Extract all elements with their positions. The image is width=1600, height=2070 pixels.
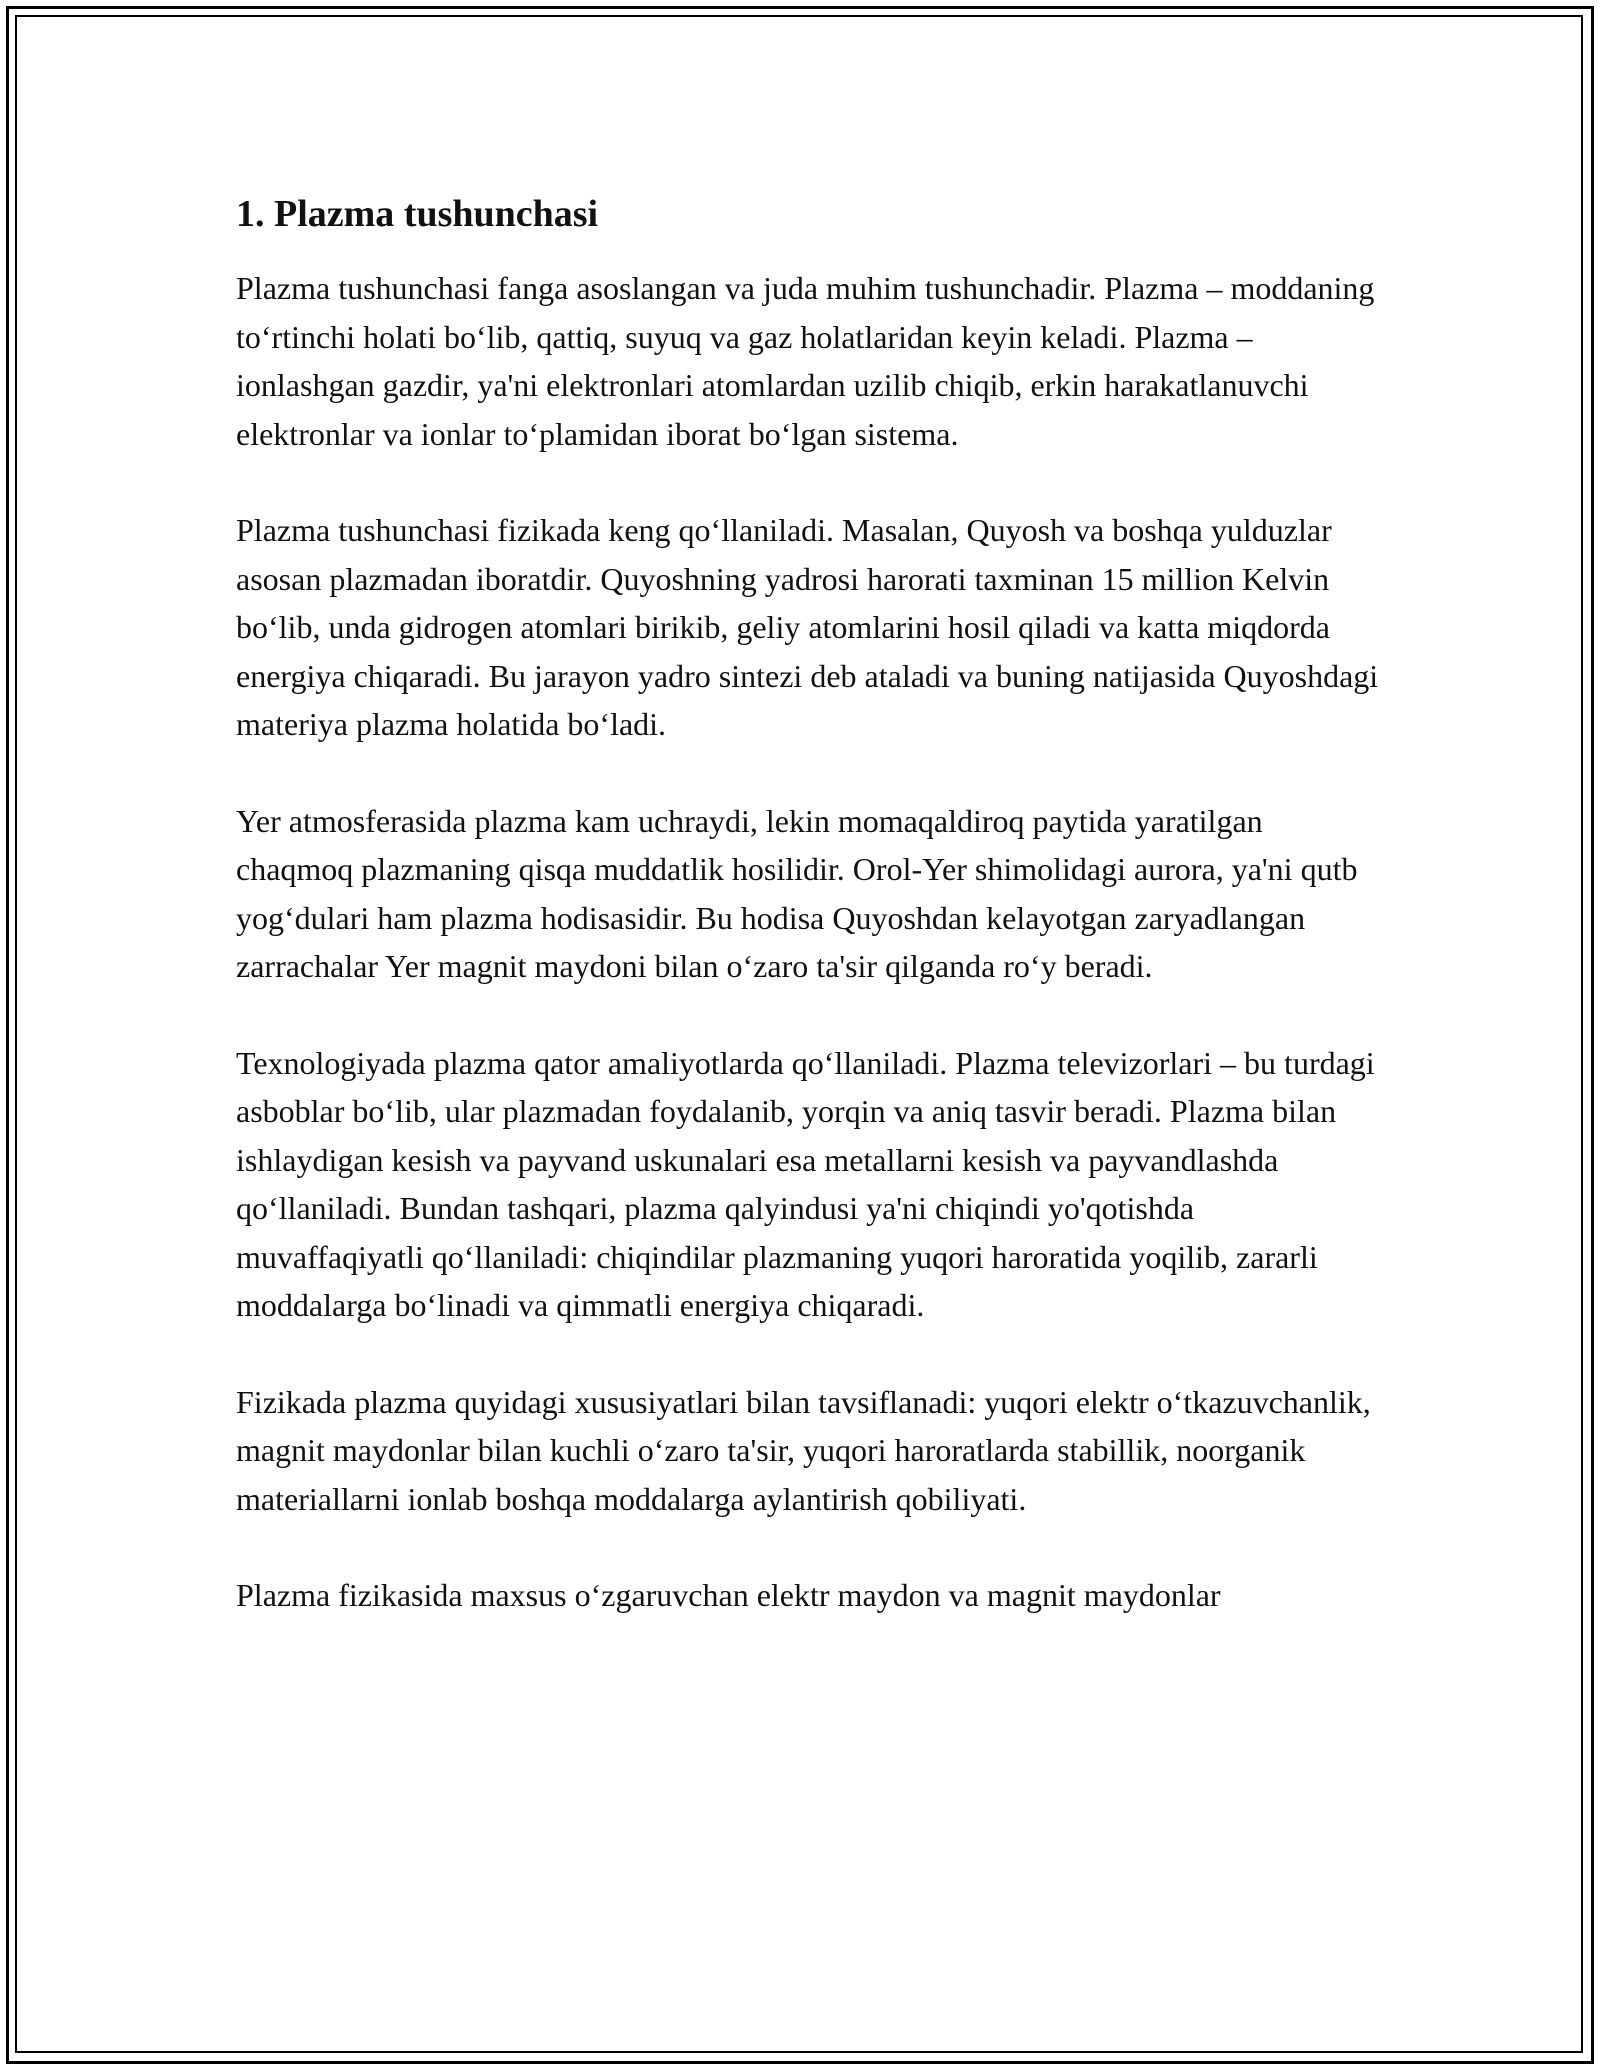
document-body — [236, 188, 1386, 1668]
paragraph-fields: Plazma fizikasida maxsus oʻzgaruvchan elektr maydon va magnit maydonlar — [236, 1577, 1221, 1613]
paragraph-properties: Fizikada plazma quyidagi xususiyatlari bilan tavsiflanadi: yuqori elektr oʻtkazuvchanlik, magnit maydonlar bilan kuchli oʻzaro ta'sir, yuqori haroratlarda stabillik, noorganik materiallarni ionlab boshqa moddalarga aylantirish qobiliyati. — [236, 1383, 1371, 1517]
paragraph-physics-sun: Plazma tushunchasi fizikada keng qoʻllaniladi. Masalan, Quyosh va boshqa yulduzlar asosan plazmadan iboratdir. Quyoshning yadrosi harorati taxminan 15 million Kelvin boʻlib, unda gidrogen atomlari birikib, geliy atomlarini hosil qiladi va katta miqdorda energiya chiqaradi. Bu jarayon yadro sintezi deb ataladi va buning natijasida Quyoshdagi materiya plazma holatida boʻladi. — [236, 512, 1379, 742]
paragraph-technology: Texnologiyada plazma qator amaliyotlarda qoʻllaniladi. Plazma televizorlari – bu turdagi asboblar boʻlib, ular plazmadan foydalanib, yorqin va aniq tasvir beradi. Plazma bilan ishlaydigan kesish va payvand uskunalari esa metallarni kesish va payvandlashda qoʻllaniladi. Bundan tashqari, plazma qalyindusi ya'ni chiqindi yo'qotishda muvaffaqiyatli qoʻllaniladi: chiqindilar plazmaning yuqori haroratida yoqilib, zararli moddalarga boʻlinadi va qimmatli energiya chiqaradi. — [236, 1044, 1375, 1323]
paragraph-definition: Plazma tushunchasi fanga asoslangan va juda muhim tushunchadir. Plazma – moddaning toʻrtinchi holati boʻlib, qattiq, suyuq va gaz holatlaridan keyin keladi. Plazma – ionlashgan gazdir, ya'ni elektronlari atomlardan uzilib chiqib, erkin harakatlanuvchi elektronlar va ionlar toʻplamidan iborat boʻlgan sistema. — [236, 270, 1375, 452]
paragraph-atmosphere: Yer atmosferasida plazma kam uchraydi, lekin momaqaldiroq paytida yaratilgan chaqmoq plazmaning qisqa muddatlik hosilidir. Orol-Yer shimolidagi aurora, ya'ni qutb yogʻdulari ham plazma hodisasidir. Bu hodisa Quyoshdan kelayotgan zaryadlangan zarrachalar Yer magnit maydoni bilan oʻzaro ta'sir qilganda roʻy beradi. — [236, 802, 1358, 984]
section-heading: 1. Plazma tushunchasi — [236, 193, 599, 235]
